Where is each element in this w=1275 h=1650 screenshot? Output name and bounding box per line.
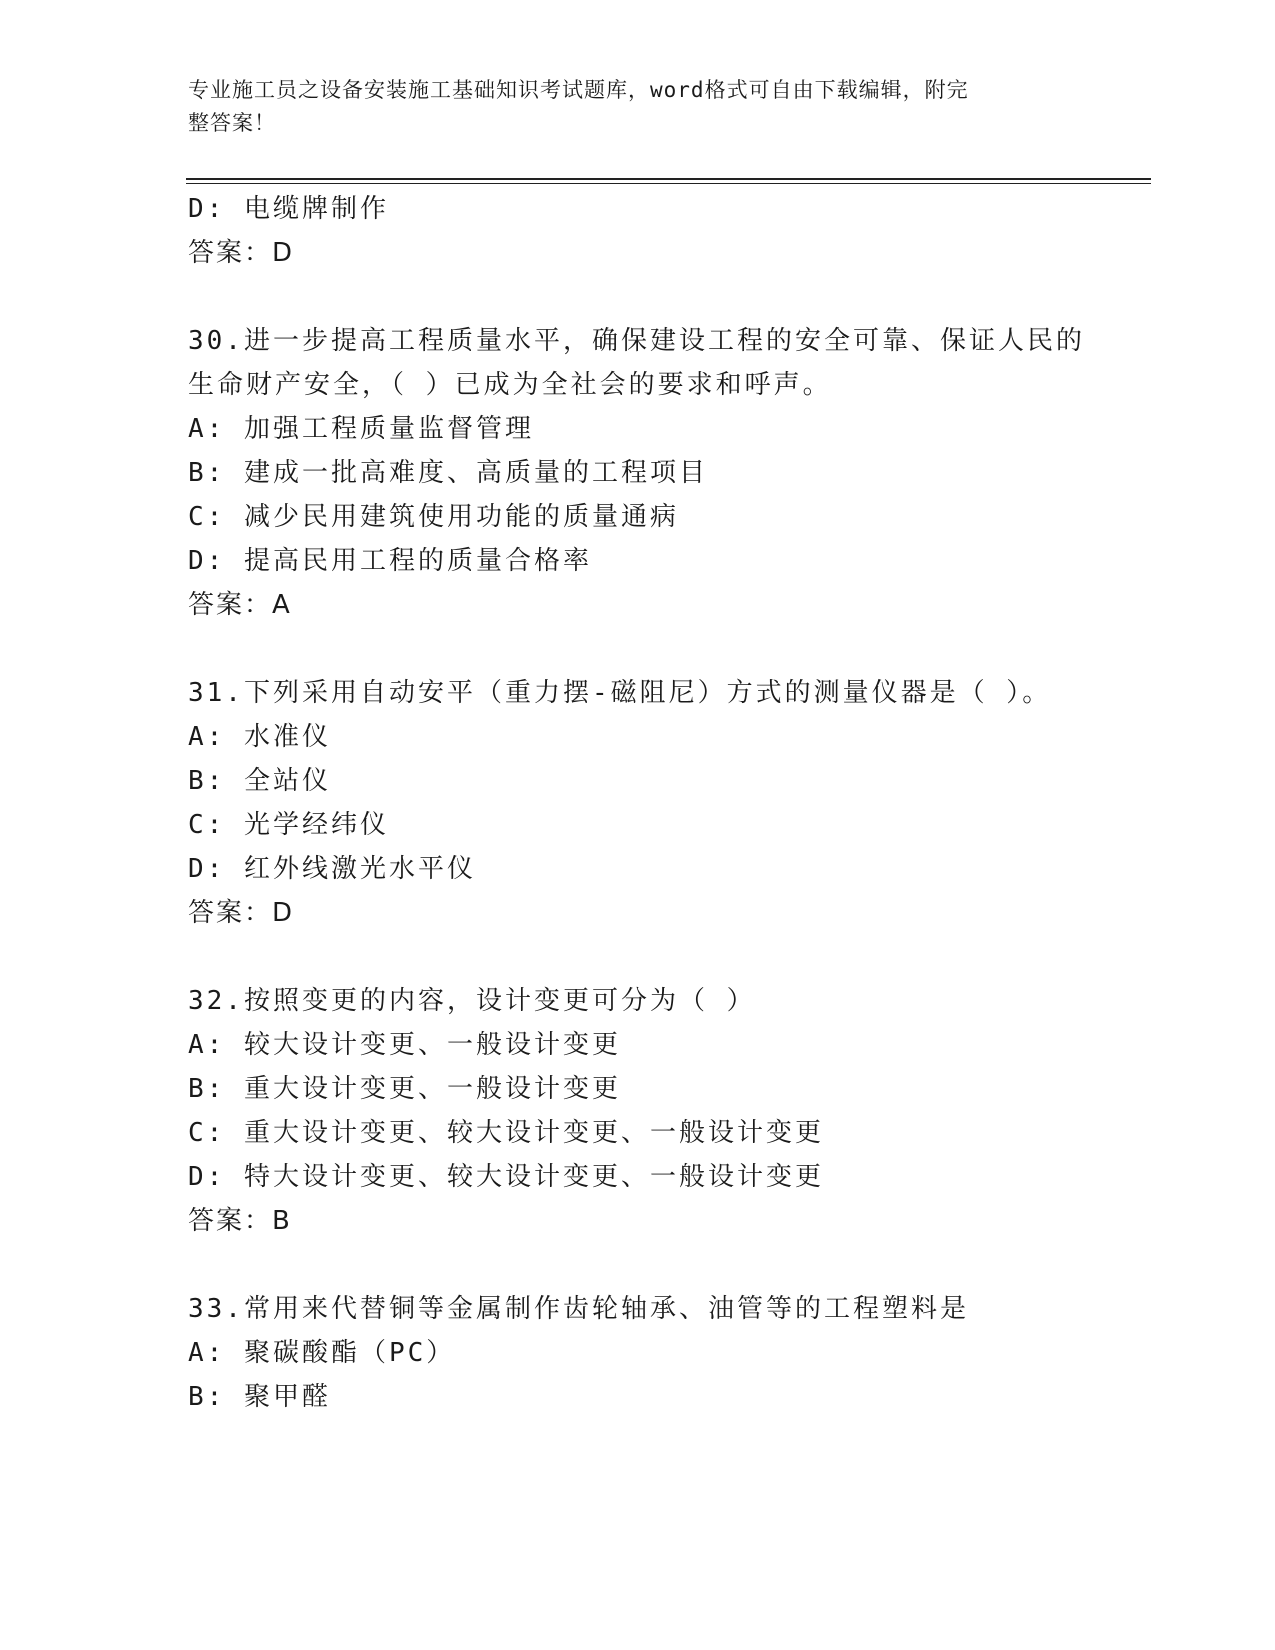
header-rule-thin <box>186 183 1151 184</box>
q31-option-a: A: 水准仪 <box>188 722 331 752</box>
q33-option-b: B: 聚甲醛 <box>188 1382 331 1412</box>
q31-option-c: C: 光学经纬仪 <box>188 810 389 840</box>
q33-stem-line-1: 33.常用来代替铜等金属制作齿轮轴承、油管等的工程塑料是 <box>188 1294 969 1324</box>
q32-option-b: B: 重大设计变更、一般设计变更 <box>188 1074 621 1104</box>
q32-option-a: A: 较大设计变更、一般设计变更 <box>188 1030 621 1060</box>
q33-option-a: A: 聚碳酸酯（PC） <box>188 1338 456 1368</box>
q31-option-b: B: 全站仪 <box>188 766 331 796</box>
header-line-1: 专业施工员之设备安装施工基础知识考试题库，word格式可自由下载编辑，附完 <box>188 78 969 102</box>
prev-answer: 答案：D <box>188 238 295 268</box>
q30-option-b: B: 建成一批高难度、高质量的工程项目 <box>188 458 708 488</box>
q30-answer: 答案：A <box>188 590 292 620</box>
q32-option-d: D: 特大设计变更、较大设计变更、一般设计变更 <box>188 1162 824 1192</box>
header-rule-thick <box>186 178 1151 180</box>
q30-option-c: C: 减少民用建筑使用功能的质量通病 <box>188 502 679 532</box>
q32-answer: 答案：B <box>188 1206 292 1236</box>
q30-stem-line-1: 30.进一步提高工程质量水平，确保建设工程的安全可靠、保证人民的 <box>188 326 1085 356</box>
q32-stem-line-1: 32.按照变更的内容，设计变更可分为（ ） <box>188 986 756 1016</box>
q30-option-a: A: 加强工程质量监督管理 <box>188 414 534 444</box>
q31-stem-line-1: 31.下列采用自动安平（重力摆-磁阻尼）方式的测量仪器是（ ）。 <box>188 678 1052 708</box>
q31-answer: 答案：D <box>188 898 295 928</box>
q30-option-d: D: 提高民用工程的质量合格率 <box>188 546 592 576</box>
prev-option-d: D: 电缆牌制作 <box>188 194 389 224</box>
q32-option-c: C: 重大设计变更、较大设计变更、一般设计变更 <box>188 1118 824 1148</box>
header-line-2: 整答案！ <box>188 111 276 135</box>
document-header <box>188 74 1068 140</box>
q31-option-d: D: 红外线激光水平仪 <box>188 854 476 884</box>
q30-stem-line-2: 生命财产安全，（ ）已成为全社会的要求和呼声。 <box>188 370 832 400</box>
